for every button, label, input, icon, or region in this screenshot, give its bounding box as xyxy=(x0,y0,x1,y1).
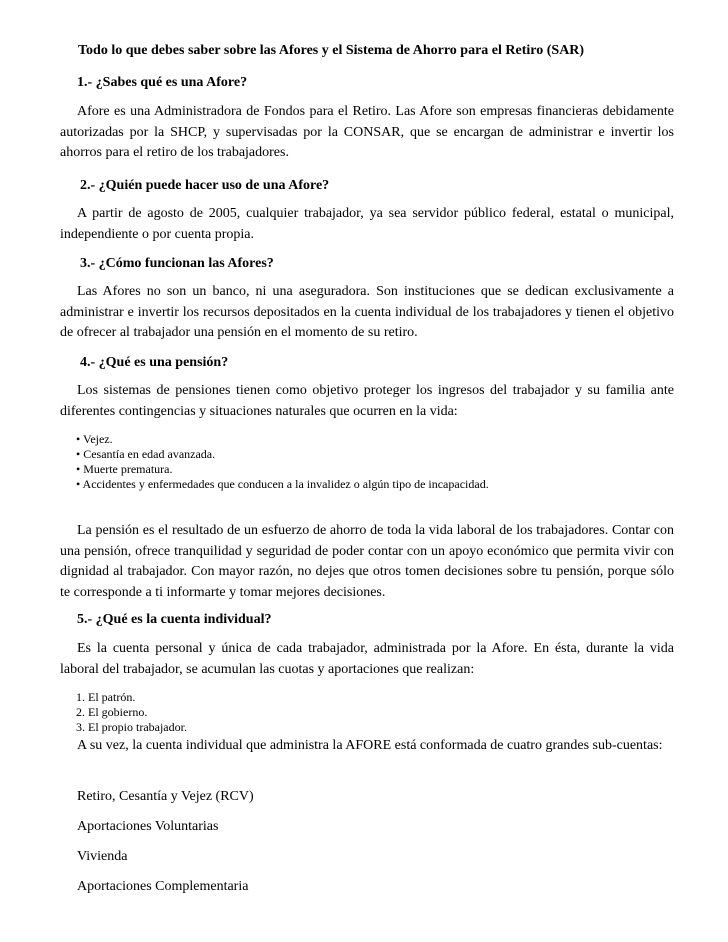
section-2-paragraph: A partir de agosto de 2005, cualquier trabajador, ya sea servidor público federal, estatal o municipal, independiente o por cuenta propia. xyxy=(60,206,674,242)
section-4-paragraph-2: La pensión es el resultado de un esfuerzo de ahorro de toda la vida laboral de los trabajadores. Contar con una pensión, ofrece tranquilidad y seguridad de poder contar con un apoyo económico que permita vivir con dignidad al trabajador. Con mayor razón, no dejes que otros tomen decisiones sobre tu pensión, porque sólo te corresponde a ti informarte y tomar mejores decisiones. xyxy=(60,523,674,600)
section-5-paragraph-2: A su vez, la cuenta individual que administra la AFORE está conformada de cuatro grandes sub-cuentas: xyxy=(77,738,663,753)
list-item: • Cesantía en edad avanzada. xyxy=(76,447,216,461)
subaccount-item: Aportaciones Voluntarias xyxy=(77,819,219,834)
list-item: 2. El gobierno. xyxy=(76,705,148,719)
section-1-paragraph: Afore es una Administradora de Fondos para el Retiro. Las Afore son empresas financieras debidamente autorizadas por la SHCP, y supervisadas por la CONSAR, que se encargan de administrar e invertir los ahorros para el retiro de los trabajadores. xyxy=(60,104,674,160)
section-4-heading: 4.- ¿Qué es una pensión? xyxy=(80,355,229,370)
document-title: Todo lo que debes saber sobre las Afores y el Sistema de Ahorro para el Retiro (SAR) xyxy=(78,43,585,58)
section-3-heading: 3.- ¿Cómo funcionan las Afores? xyxy=(80,256,274,271)
section-3-paragraph: Las Afores no son un banco, ni una aseguradora. Son instituciones que se dedican exclusivamente a administrar e invertir los recursos depositados en la cuenta individual de los trabajadores y tienen el objetivo de ofrecer al trabajador una pensión en el momento de su retiro. xyxy=(60,284,674,340)
section-5-heading: 5.- ¿Qué es la cuenta individual? xyxy=(77,612,272,627)
list-item: • Muerte prematura. xyxy=(76,462,173,476)
list-item: • Accidentes y enfermedades que conducen a la invalidez o algún tipo de incapacidad. xyxy=(76,477,489,491)
subaccount-item: Aportaciones Complementaria xyxy=(77,879,249,894)
section-5-paragraph: Es la cuenta personal y única de cada trabajador, administrada por la Afore. En ésta, durante la vida laboral del trabajador, se acumulan las cuotas y aportaciones que realizan: xyxy=(60,641,674,677)
section-2-heading: 2.- ¿Quién puede hacer uso de una Afore? xyxy=(80,178,330,193)
list-item: • Vejez. xyxy=(76,432,113,446)
list-item: 1. El patrón. xyxy=(76,690,136,704)
subaccount-item: Retiro, Cesantía y Vejez (RCV) xyxy=(77,789,254,804)
list-item: 3. El propio trabajador. xyxy=(76,720,187,734)
section-1-heading: 1.- ¿Sabes qué es una Afore? xyxy=(77,75,248,90)
section-4-paragraph: Los sistemas de pensiones tienen como objetivo proteger los ingresos del trabajador y su familia ante diferentes contingencias y situaciones naturales que ocurren en la vida: xyxy=(60,383,674,419)
subaccount-item: Vivienda xyxy=(77,849,128,864)
